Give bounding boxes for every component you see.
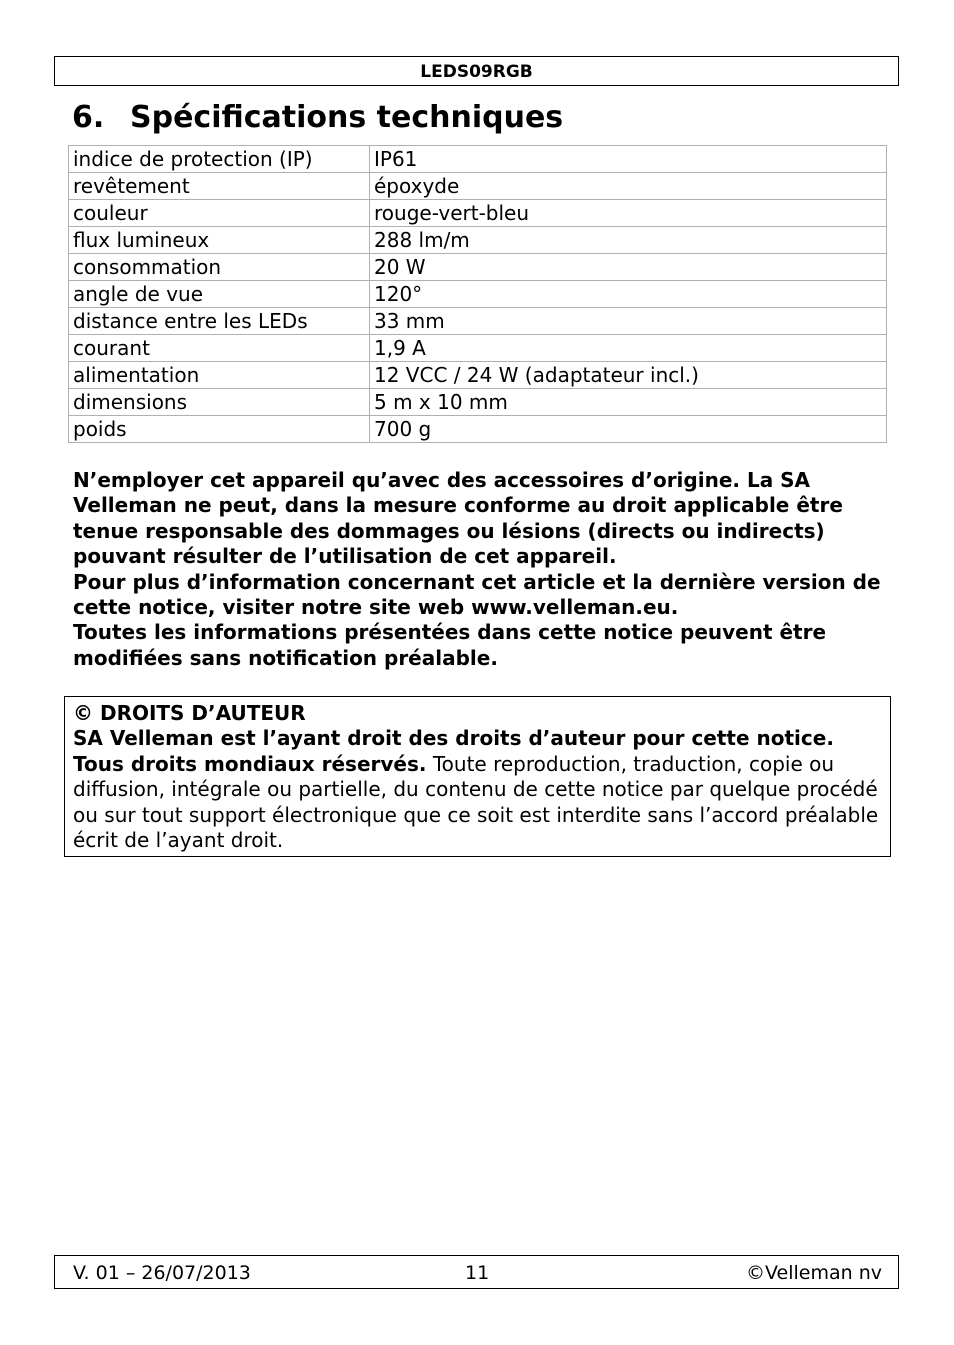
spec-value: 5 m x 10 mm: [370, 389, 887, 416]
table-row: [69, 335, 887, 362]
table-row: [69, 227, 887, 254]
page-number: 11: [465, 1262, 490, 1284]
spec-value: 12 VCC / 24 W (adaptateur incl.): [370, 362, 887, 389]
section-title: [72, 98, 563, 138]
table-row: [69, 308, 887, 335]
copyright-terms: [73, 752, 882, 854]
section-number: 6.: [72, 100, 105, 135]
copyright-terms-text: Toute reproduction, traduction, copie ou diffusion, intégrale ou partielle, du contenu de cette notice par quelque procédé ou sur tout support électronique que ce soit est interdite sans l’accord préalable écrit de l’ayant droit.: [73, 751, 879, 853]
table-row: [69, 146, 887, 173]
copyright-heading: © DROITS D’AUTEUR: [73, 701, 306, 725]
spec-label: courant: [69, 335, 370, 362]
spec-label: couleur: [69, 200, 370, 227]
section-title-text: Spécifications techniques: [130, 100, 564, 135]
table-row: [69, 362, 887, 389]
table-row: [69, 281, 887, 308]
spec-value: 288 lm/m: [370, 227, 887, 254]
spec-value: 120°: [370, 281, 887, 308]
spec-label: angle de vue: [69, 281, 370, 308]
spec-value: 700 g: [370, 416, 887, 443]
spec-value: 1,9 A: [370, 335, 887, 362]
spec-label: consommation: [69, 254, 370, 281]
copyright-rights-reserved: Tous droits mondiaux réservés.: [73, 751, 427, 776]
copyright-box: [64, 696, 891, 857]
spec-label: distance entre les LEDs: [69, 308, 370, 335]
spec-label: dimensions: [69, 389, 370, 416]
page-footer: [54, 1255, 899, 1289]
notice-website: Pour plus d’information concernant cet article et la dernière version de cette notice, visiter notre site web www.velleman.eu.: [73, 569, 881, 620]
copyright-owner: SA Velleman est l’ayant droit des droits d’auteur pour cette notice.: [73, 726, 834, 751]
footer-version: V. 01 – 26/07/2013: [73, 1262, 251, 1284]
notice-modifications: Toutes les informations présentées dans cette notice peuvent être modifiées sans notification préalable.: [73, 620, 827, 670]
spec-label: flux lumineux: [69, 227, 370, 254]
spec-value: IP61: [370, 146, 887, 173]
table-row: [69, 200, 887, 227]
table-row: [69, 416, 887, 443]
specifications-table: [68, 145, 887, 443]
page-header: [54, 56, 899, 86]
spec-label: alimentation: [69, 362, 370, 389]
spec-value: 33 mm: [370, 308, 887, 335]
spec-value: époxyde: [370, 173, 887, 200]
table-row: [69, 173, 887, 200]
spec-label: revêtement: [69, 173, 370, 200]
model-name: LEDS09RGB: [420, 62, 533, 82]
spec-value: rouge-vert-bleu: [370, 200, 887, 227]
footer-company: ©Velleman nv: [746, 1262, 882, 1284]
spec-label: indice de protection (IP): [69, 146, 370, 173]
spec-label: poids: [69, 416, 370, 443]
table-row: [69, 254, 887, 281]
table-row: [69, 389, 887, 416]
spec-value: 20 W: [370, 254, 887, 281]
notice-accessories: N’employer cet appareil qu’avec des accessoires d’origine. La SA Velleman ne peut, dans la mesure conforme au droit applicable être tenue responsable des dommages ou lésions (directs ou indirects) pouvant résulter de l’utilisation de cet appareil.: [73, 468, 843, 569]
usage-notice: [73, 468, 883, 671]
